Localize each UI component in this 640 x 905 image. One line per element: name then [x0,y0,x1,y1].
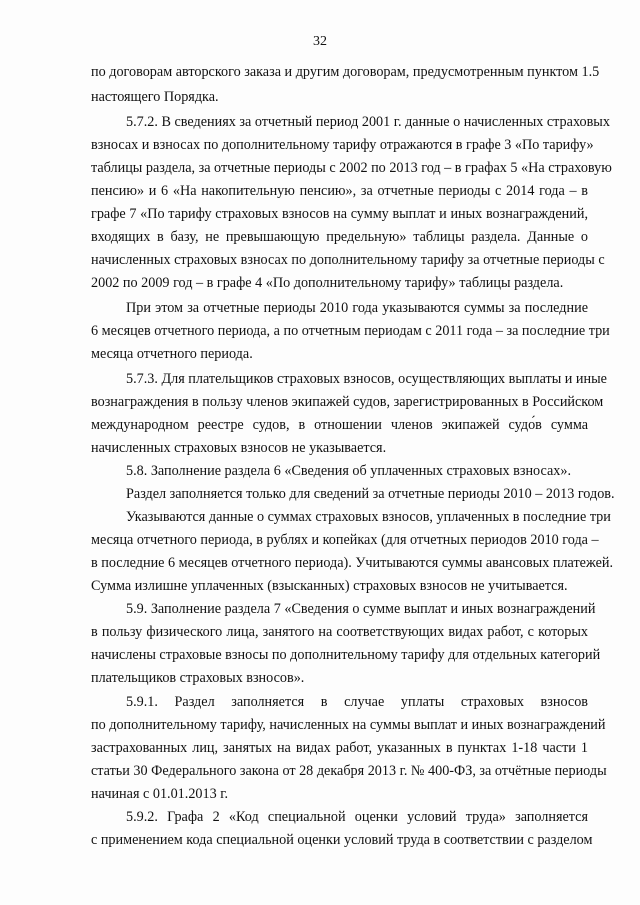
text-line: начислены страховые взносы по дополнительному тарифу для отдельных категорий [91,647,601,663]
text-line: таблицы раздела, за отчетные периоды с 2002 по 2013 год – в графах 5 «На страховую [91,160,612,176]
text-line: застрахованных лиц, занятых на видах работ, указанных в пунктах 1-18 части 1 [91,740,588,756]
text-line: начисленных страховых взносах по дополнительному тарифу за отчетные периоды с [91,252,605,268]
text-line: плательщиков страховых взносов». [91,670,305,686]
text-line: Раздел заполняется только для сведений за отчетные периоды 2010 – 2013 годов. [126,486,615,502]
text-line: международном реестре судов, в отношении членов экипажей судо́в сумма [91,417,588,433]
page-number: 32 [313,34,327,49]
text-line: по дополнительному тарифу, начисленных на суммы выплат и иных вознаграждений [91,717,606,733]
text-line: 2002 по 2009 год – в графе 4 «По дополнительному тарифу» таблицы раздела. [91,275,564,291]
text-line: 5.7.2. В сведениях за отчетный период 2001 г. данные о начисленных страховых [126,114,610,130]
text-line: 5.9.1. Раздел заполняется в случае уплаты страховых взносов [126,694,588,710]
text-line: 6 месяцев отчетного периода, а по отчетным периодам с 2011 года – за последние три [91,323,610,339]
text-line: по договорам авторского заказа и другим договорам, предусмотренным пунктом 1.5 [91,64,600,80]
text-line: начисленных страховых взносов не указывается. [91,440,387,456]
text-line: месяца отчетного периода. [91,346,253,362]
text-line: графе 7 «По тарифу страховых взносов на сумму выплат и иных вознаграждений, [91,206,588,222]
text-line: Указываются данные о суммах страховых взносов, уплаченных в последние три [126,509,611,525]
text-line: месяца отчетного периода, в рублях и копейках (для отчетных периодов 2010 года – [91,532,599,548]
text-line: 5.9.2. Графа 2 «Код специальной оценки условий труда» заполняется [126,809,588,825]
text-line: Сумма излишне уплаченных (взысканных) страховых взносов не учитывается. [91,578,568,594]
text-line: статьи 30 Федерального закона от 28 декабря 2013 г. № 400-ФЗ, за отчётные периоды [91,763,607,779]
text-line: 5.7.3. Для плательщиков страховых взносов, осуществляющих выплаты и иные [126,371,607,387]
text-line: в пользу физического лица, занятого на соответствующих видах работ, с которых [91,624,588,640]
text-line: вознаграждения в пользу членов экипажей судов, зарегистрированных в Российском [91,394,604,410]
text-line: 5.8. Заполнение раздела 6 «Сведения об уплаченных страховых взносах». [126,463,571,479]
text-line: с применением кода специальной оценки условий труда в соответствии с разделом [91,832,593,848]
text-line: При этом за отчетные периоды 2010 года указываются суммы за последние [126,300,588,316]
text-line: настоящего Порядка. [91,89,219,105]
text-line: в последние 6 месяцев отчетного периода). Учитываются суммы авансовых платежей. [91,555,614,571]
text-line: входящих в базу, не превышающую предельную» таблицы раздела. Данные о [91,229,588,245]
text-line: 5.9. Заполнение раздела 7 «Сведения о сумме выплат и иных вознаграждений [126,601,596,617]
text-line: пенсию» и 6 «На накопительную пенсию», за отчетные периоды с 2014 года – в [91,183,588,199]
text-line: взносах и взносах по дополнительному тарифу отражаются в графе 3 «По тарифу» [91,137,594,153]
text-line: начиная с 01.01.2013 г. [91,786,229,802]
